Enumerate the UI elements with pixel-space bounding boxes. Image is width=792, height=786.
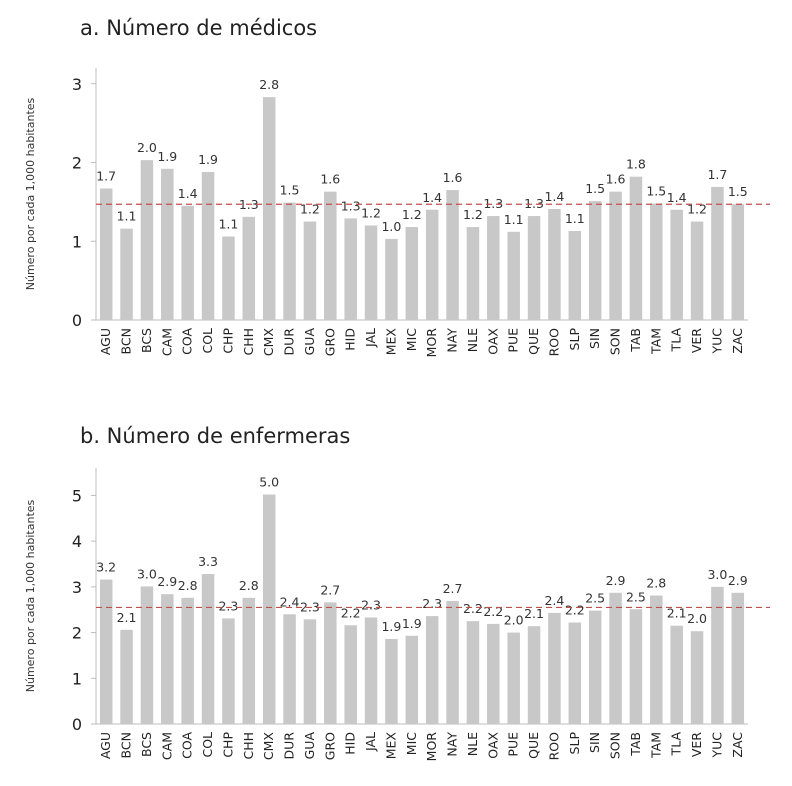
bar-value-label: 1.5 — [646, 183, 667, 199]
bar-value-label: 1.3 — [340, 198, 361, 214]
x-tick-label: NLE — [464, 328, 480, 353]
x-tick-label: SLP — [566, 732, 582, 755]
x-tick-label: HID — [342, 328, 358, 351]
x-tick-label: CHP — [220, 328, 236, 354]
bar-cmx — [263, 97, 276, 320]
x-tick-label: VER — [689, 732, 705, 758]
bar-value-label: 1.7 — [707, 166, 728, 182]
x-tick-label: GRO — [322, 328, 338, 357]
chart-title: b. Número de enfermeras — [80, 424, 351, 448]
bar-value-label: 1.9 — [198, 151, 219, 167]
bar-roo — [548, 613, 561, 724]
x-tick-label: OAX — [485, 732, 501, 759]
bar-value-label: 2.7 — [442, 581, 463, 597]
x-tick-label: NAY — [444, 732, 460, 757]
x-tick-label: YUC — [709, 328, 725, 354]
bar-value-label: 2.1 — [666, 605, 687, 621]
x-tick-label: MIC — [403, 732, 419, 756]
x-tick-label: HID — [342, 732, 358, 755]
y-tick-label: 4 — [71, 532, 82, 552]
chart-panel-medicos — [0, 0, 792, 390]
bar-tla — [670, 626, 683, 724]
bar-value-label: 2.8 — [646, 575, 667, 591]
bar-value-label: 2.8 — [259, 77, 280, 93]
bar-value-label: 2.2 — [340, 605, 361, 621]
bar-value-label: 3.0 — [136, 566, 157, 582]
bar-jal — [365, 617, 378, 724]
bar-pue — [507, 633, 520, 724]
x-tick-label: VER — [689, 328, 705, 354]
y-tick-label: 0 — [71, 715, 82, 734]
x-tick-label: ROO — [546, 732, 562, 761]
bar-value-label: 2.5 — [625, 589, 646, 605]
bar-nay — [446, 601, 459, 724]
bar-gro — [324, 192, 337, 320]
x-tick-label: CMX — [261, 328, 277, 357]
x-tick-label: MEX — [383, 328, 399, 356]
bar-value-label: 2.3 — [361, 597, 382, 613]
x-tick-label: SON — [607, 732, 623, 760]
bar-tam — [650, 203, 663, 320]
bar-que — [528, 626, 541, 724]
bar-dur — [283, 203, 296, 320]
x-tick-label: TLA — [668, 732, 684, 756]
x-tick-label: QUE — [526, 328, 542, 355]
bar-oax — [487, 216, 500, 320]
bar-hid — [344, 218, 357, 320]
bar-value-label: 1.5 — [585, 181, 606, 197]
bar-value-label: 2.2 — [564, 602, 585, 618]
x-tick-label: TAM — [648, 328, 664, 355]
x-tick-label: MOR — [424, 732, 440, 762]
x-tick-label: BCN — [118, 328, 134, 355]
bar-chh — [243, 217, 256, 320]
bar-nay — [446, 190, 459, 320]
y-tick-label: 5 — [71, 486, 82, 506]
bar-value-label: 1.6 — [605, 171, 626, 187]
bar-ver — [691, 631, 704, 724]
x-tick-label: COL — [200, 328, 216, 354]
bar-value-label: 2.5 — [585, 590, 606, 606]
bar-pue — [507, 232, 520, 320]
bar-chh — [243, 598, 256, 724]
bar-col — [202, 172, 215, 320]
x-tick-label: ZAC — [729, 328, 745, 354]
bar-value-label: 1.2 — [299, 201, 320, 217]
bar-value-label: 3.2 — [96, 559, 117, 575]
bar-slp — [569, 231, 582, 320]
bar-value-label: 3.3 — [198, 554, 219, 570]
bar-value-label: 1.1 — [116, 208, 137, 224]
bar-roo — [548, 209, 561, 320]
bar-coa — [181, 598, 194, 724]
x-tick-label: TLA — [668, 328, 684, 352]
x-tick-label: BCN — [118, 732, 134, 759]
bar-value-label: 1.4 — [177, 185, 198, 201]
x-tick-label: CMX — [261, 732, 277, 761]
bar-value-label: 2.9 — [605, 572, 626, 588]
y-axis-label: Número por cada 1,000 habitantes — [24, 97, 37, 291]
bar-value-label: 1.1 — [218, 216, 239, 232]
bar-agu — [100, 188, 113, 320]
bar-mex — [385, 239, 398, 320]
bar-value-label: 2.4 — [279, 594, 300, 610]
bar-gro — [324, 602, 337, 724]
bar-value-label: 2.0 — [687, 611, 708, 627]
chart-title: a. Número de médicos — [80, 16, 318, 40]
x-tick-label: ZAC — [729, 732, 745, 758]
x-tick-label: SIN — [587, 732, 603, 753]
bar-dur — [283, 614, 296, 724]
bar-tab — [630, 177, 643, 320]
x-tick-label: COA — [179, 328, 195, 355]
bar-value-label: 2.3 — [218, 598, 239, 614]
y-tick-label: 3 — [71, 74, 82, 94]
x-tick-label: QUE — [526, 732, 542, 759]
x-tick-label: PUE — [505, 328, 521, 353]
bar-gua — [304, 222, 317, 320]
x-tick-label: YUC — [709, 732, 725, 758]
bar-son — [609, 593, 622, 724]
bar-value-label: 1.2 — [361, 205, 382, 221]
x-tick-label: NAY — [444, 328, 460, 353]
y-tick-label: 1 — [71, 669, 82, 689]
y-tick-label: 2 — [71, 153, 82, 173]
x-tick-label: COA — [179, 732, 195, 759]
bar-nle — [467, 227, 480, 320]
x-tick-label: AGU — [98, 328, 114, 356]
bar-cam — [161, 169, 174, 320]
bar-sin — [589, 201, 602, 320]
bar-zac — [732, 593, 745, 724]
x-tick-label: GUA — [301, 732, 317, 760]
bar-tam — [650, 596, 663, 724]
bar-value-label: 1.1 — [503, 211, 524, 227]
bar-value-label: 2.1 — [524, 606, 545, 622]
x-tick-label: GUA — [301, 328, 317, 356]
x-tick-label: TAB — [627, 732, 643, 756]
x-tick-label: CHH — [240, 328, 256, 356]
bar-gua — [304, 619, 317, 724]
bar-agu — [100, 580, 113, 724]
bar-value-label: 2.3 — [422, 596, 443, 612]
bar-chp — [222, 237, 235, 320]
bar-bcn — [120, 630, 133, 724]
bar-mor — [426, 210, 439, 320]
x-tick-label: PUE — [505, 732, 521, 757]
x-tick-label: DUR — [281, 732, 297, 760]
y-axis-label: Número por cada 1,000 habitantes — [24, 499, 37, 693]
bar-value-label: 5.0 — [259, 474, 280, 490]
bar-value-label: 2.9 — [157, 574, 178, 590]
bar-son — [609, 192, 622, 320]
bar-value-label: 1.9 — [401, 615, 422, 631]
bar-slp — [569, 623, 582, 724]
x-tick-label: NLE — [464, 732, 480, 757]
bar-value-label: 1.4 — [422, 189, 443, 205]
bar-cmx — [263, 495, 276, 724]
bar-coa — [181, 206, 194, 320]
x-tick-label: JAL — [363, 328, 379, 347]
bar-value-label: 2.1 — [116, 609, 137, 625]
x-tick-label: TAM — [648, 732, 664, 759]
bar-mic — [406, 227, 419, 320]
bar-chart-enfermeras — [0, 410, 792, 782]
x-tick-label: SON — [607, 328, 623, 356]
x-tick-label: JAL — [363, 732, 379, 751]
bar-value-label: 1.4 — [666, 189, 687, 205]
bar-bcn — [120, 229, 133, 320]
bar-que — [528, 216, 541, 320]
y-tick-label: 0 — [71, 311, 82, 330]
bar-tab — [630, 609, 643, 724]
x-tick-label: COL — [200, 732, 216, 758]
bar-ver — [691, 222, 704, 320]
x-tick-label: OAX — [485, 328, 501, 355]
bar-value-label: 2.2 — [483, 603, 504, 619]
x-tick-label: MEX — [383, 732, 399, 760]
x-tick-label: DUR — [281, 328, 297, 356]
bar-jal — [365, 226, 378, 321]
bar-value-label: 2.7 — [320, 582, 341, 598]
bar-value-label: 1.8 — [625, 156, 646, 172]
bar-value-label: 1.6 — [320, 171, 341, 187]
bar-nle — [467, 621, 480, 724]
bar-value-label: 2.8 — [177, 577, 198, 593]
x-tick-label: AGU — [98, 732, 114, 760]
x-tick-label: CAM — [159, 328, 175, 357]
bar-value-label: 2.0 — [136, 140, 157, 156]
bar-value-label: 1.3 — [524, 196, 545, 212]
x-tick-label: BCS — [138, 328, 154, 354]
bar-mex — [385, 639, 398, 724]
bar-value-label: 1.2 — [401, 207, 422, 223]
bar-value-label: 1.5 — [279, 182, 300, 198]
x-tick-label: MOR — [424, 328, 440, 358]
bar-sin — [589, 611, 602, 724]
x-tick-label: MIC — [403, 328, 419, 352]
y-tick-label: 2 — [71, 623, 82, 643]
x-tick-label: CAM — [159, 732, 175, 761]
bar-value-label: 1.2 — [462, 207, 483, 223]
y-tick-label: 3 — [71, 577, 82, 597]
x-tick-label: ROO — [546, 328, 562, 357]
x-tick-label: TAB — [627, 328, 643, 352]
bar-bcs — [141, 160, 154, 320]
bar-value-label: 3.0 — [707, 566, 728, 582]
bar-value-label: 1.5 — [727, 184, 748, 200]
bar-value-label: 2.0 — [503, 612, 524, 628]
bar-chart-medicos — [0, 0, 792, 390]
x-tick-label: GRO — [322, 732, 338, 761]
bar-value-label: 1.9 — [157, 148, 178, 164]
x-tick-label: BCS — [138, 732, 154, 758]
bar-value-label: 2.4 — [544, 592, 565, 608]
x-tick-label: CHP — [220, 732, 236, 758]
bar-zac — [732, 204, 745, 320]
bar-value-label: 1.2 — [687, 201, 708, 217]
bar-value-label: 1.3 — [238, 196, 259, 212]
bar-mor — [426, 616, 439, 724]
bar-value-label: 1.4 — [544, 188, 565, 204]
bar-tla — [670, 210, 683, 320]
bar-value-label: 1.9 — [381, 618, 402, 634]
bar-value-label: 2.2 — [462, 601, 483, 617]
x-tick-label: CHH — [240, 732, 256, 760]
bar-mic — [406, 636, 419, 724]
bar-value-label: 2.8 — [238, 577, 259, 593]
bar-chp — [222, 618, 235, 724]
bar-col — [202, 574, 215, 724]
x-tick-label: SIN — [587, 328, 603, 349]
bar-value-label: 1.7 — [96, 168, 117, 184]
bar-value-label: 1.1 — [564, 211, 585, 227]
bar-value-label: 2.3 — [299, 599, 320, 615]
y-tick-label: 1 — [71, 232, 82, 252]
bar-value-label: 2.9 — [727, 572, 748, 588]
bar-value-label: 1.3 — [483, 196, 504, 212]
chart-panel-enfermeras — [0, 410, 792, 782]
x-tick-label: SLP — [566, 328, 582, 351]
bar-value-label: 1.0 — [381, 218, 402, 234]
bar-value-label: 1.6 — [442, 170, 463, 186]
bar-hid — [344, 625, 357, 724]
bar-yuc — [711, 187, 724, 320]
bar-oax — [487, 624, 500, 724]
bar-cam — [161, 594, 174, 724]
